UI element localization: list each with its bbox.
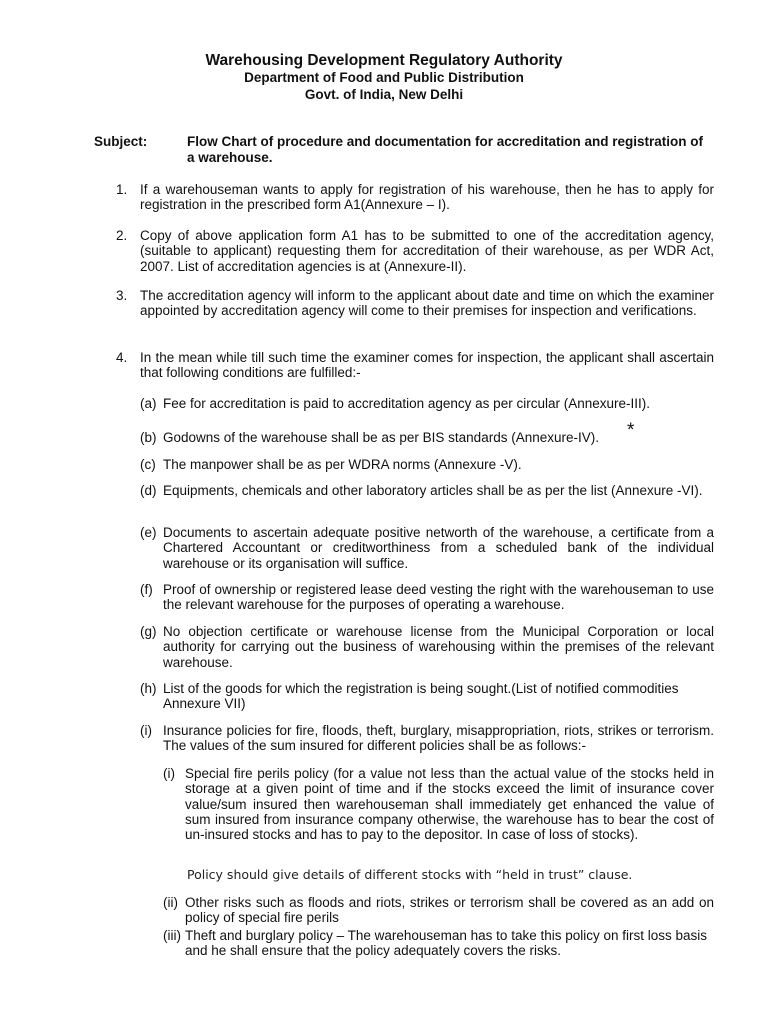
condition-text: Insurance policies for fire, floods, theft, burglary, misappropriation, riots, strikes or terrorism. The values of the sum insured for different policies shall be as follows:- bbox=[163, 723, 714, 754]
condition-label: (i) bbox=[140, 723, 152, 738]
condition-label: (h) bbox=[140, 681, 157, 696]
item-number: 1. bbox=[116, 182, 128, 197]
govt-title: Govt. of India, New Delhi bbox=[304, 87, 464, 102]
item-text: Copy of above application form A1 has to be submitted to one of the accreditation agency, (suitable to applicant) requesting them for accreditation of their warehouse, as per WDR Act, 2007. List of accreditation agencies is at (Annexure-II). bbox=[140, 228, 714, 274]
condition-text: No objection certificate or warehouse license from the Municipal Corporation or local authority for carrying out the business of warehousing within the premises of the relevant warehouse. bbox=[163, 624, 714, 670]
policy-text: Other risks such as floods and riots, strikes or terrorism shall be covered as an add on policy of special fire perils bbox=[185, 895, 714, 926]
condition-label: (g) bbox=[140, 624, 157, 639]
policy-label: (i) bbox=[163, 766, 175, 781]
item-text: In the mean while till such time the examiner comes for inspection, the applicant shall ascertain that following conditions are fulfilled:- bbox=[140, 350, 714, 381]
condition-label: (b) bbox=[140, 430, 157, 445]
condition-label: (e) bbox=[140, 525, 157, 540]
condition-text: The manpower shall be as per WDRA norms (Annexure -V). bbox=[163, 457, 522, 472]
policy-label: (iii) bbox=[163, 928, 181, 943]
condition-label: (c) bbox=[140, 457, 156, 472]
item-number: 2. bbox=[116, 228, 128, 243]
item-text: If a warehouseman wants to apply for registration of his warehouse, then he has to apply for registration in the prescribed form A1(Annexure – I). bbox=[140, 182, 714, 213]
condition-text: Fee for accreditation is paid to accreditation agency as per circular (Annexure-III). bbox=[163, 396, 650, 411]
policy-note: Policy should give details of different stocks with “held in trust” clause. bbox=[187, 867, 633, 882]
subject-label: Subject: bbox=[94, 134, 148, 149]
policy-text: Theft and burglary policy – The warehouseman has to take this policy on first loss basis and he shall ensure that the policy adequately covers the risks. bbox=[185, 928, 708, 959]
condition-text: Equipments, chemicals and other laboratory articles shall be as per the list (Annexure -VI). bbox=[163, 483, 703, 498]
condition-text: Godowns of the warehouse shall be as per BIS standards (Annexure-IV). bbox=[163, 430, 599, 445]
item-number: 4. bbox=[116, 350, 128, 365]
subject-text: Flow Chart of procedure and documentation for accreditation and registration of a warehouse. bbox=[187, 134, 704, 165]
org-title: Warehousing Development Regulatory Authority bbox=[205, 52, 563, 69]
condition-label: (a) bbox=[140, 396, 157, 411]
condition-text: Documents to ascertain adequate positive networth of the warehouse, a certificate from a Chartered Accountant or creditworthiness from a scheduled bank of the individual warehouse or its organisation will suffice. bbox=[163, 525, 714, 571]
policy-text: Special fire perils policy (for a value not less than the actual value of the stocks held in storage at a given point of time and if the stocks exceed the limit of insurance cover value/sum insured then warehouseman shall immediately get enhanced the value of sum insured from insurance company otherwise, the warehouse has to bear the cost of un-insured stocks and has to pay to the depositor. In case of loss of stocks). bbox=[185, 766, 714, 843]
condition-text: List of the goods for which the registration is being sought.(List of notified commodities Annexure VII) bbox=[163, 681, 679, 712]
policy-label: (ii) bbox=[163, 895, 178, 910]
item-number: 3. bbox=[116, 288, 128, 303]
condition-label: (d) bbox=[140, 483, 157, 498]
asterisk-mark: * bbox=[627, 420, 635, 441]
item-text: The accreditation agency will inform to the applicant about date and time on which the examiner appointed by accreditation agency will come to their premises for inspection and verifications. bbox=[140, 288, 714, 319]
condition-text: Proof of ownership or registered lease deed vesting the right with the warehouseman to use the relevant warehouse for the purposes of operating a warehouse. bbox=[163, 582, 714, 613]
department-title: Department of Food and Public Distribution bbox=[244, 70, 524, 85]
condition-label: (f) bbox=[140, 582, 153, 597]
